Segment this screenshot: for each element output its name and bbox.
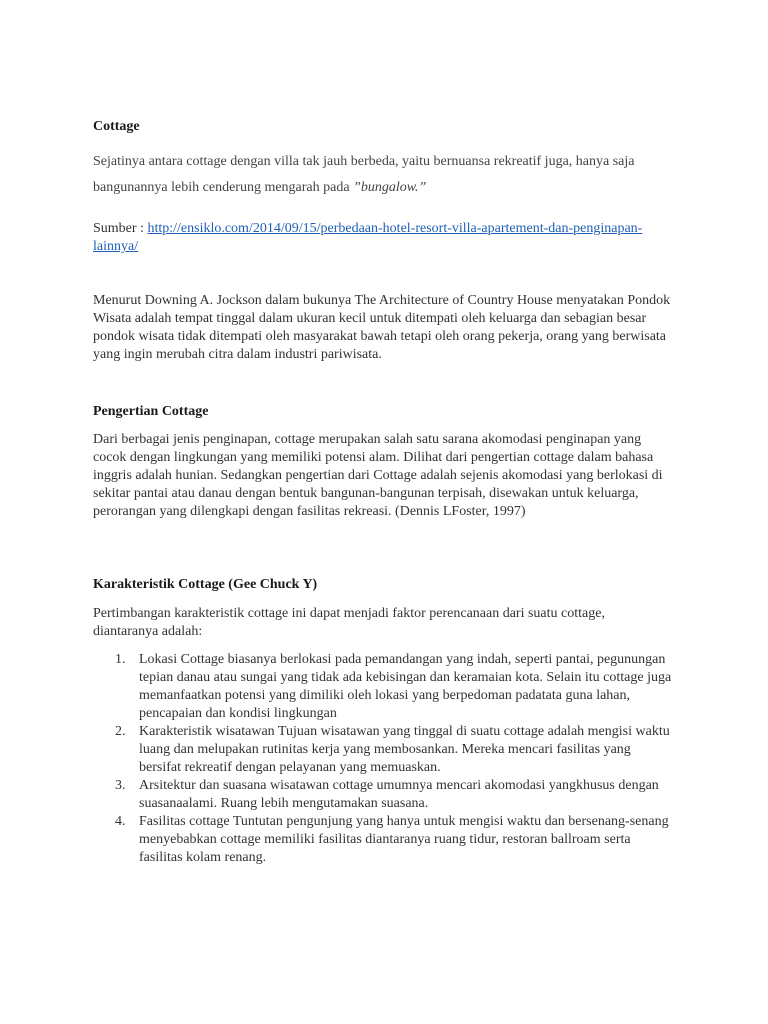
heading-karakteristik-cottage: Karakteristik Cottage (Gee Chuck Y): [93, 577, 318, 592]
heading-pengertian-cottage: Pengertian Cottage: [93, 404, 209, 419]
source-link[interactable]: http://ensiklo.com/2014/09/15/perbedaan-hotel-resort-villa-apartement-dan-penginapan-lainnya/: [93, 221, 643, 254]
definition-paragraph: Dari berbagai jenis penginapan, cottage merupakan salah satu sarana akomodasi penginapan yang cocok dengan lingkungan yang memiliki potensi alam. Dilihat dari pengertian cottage dalam bahasa inggris adalah hunian. Sedangkan pengertian dari Cottage adalah sejenis akomodasi yang berlokasi di sekitar pantai atau danau dengan bentuk bangunan-bangunan terpisah, disewakan untuk keluarga, perorangan yang dilengkapi dengan fasilitas rekreasi. (Dennis LFoster, 1997): [93, 432, 663, 519]
source-label: Sumber :: [93, 221, 148, 236]
jackson-paragraph: Menurut Downing A. Jockson dalam bukunya The Architecture of Country House menyatakan Pondok Wisata adalah tempat tinggal dalam ukuran kecil untuk ditempati oleh keluarga dan sebagian besar pondok wisata tidak ditempati oleh masyarakat bawah tetapi oleh orang pekerja, orang yang berwisata yang ingin merubah citra dalam industri pariwisata.: [93, 293, 671, 362]
intro-paragraph: [93, 149, 673, 201]
section-title-cottage: Cottage: [93, 119, 140, 134]
list-item-text: Karakteristik wisatawan Tujuan wisatawan yang tinggal di suatu cottage adalah mengisi waktu luang dan melupakan rutinitas kerja yang membosankan. Mereka mencari fasilitas yang bersifat rekreatif dengan pelayanan yang memuaskan.: [139, 724, 670, 775]
characteristics-intro: Pertimbangan karakteristik cottage ini dapat menjadi faktor perencanaan dari suatu cottage, diantaranya adalah:: [93, 606, 605, 639]
source-line: [93, 220, 673, 256]
intro-text: Sejatinya antara cottage dengan villa tak jauh berbeda, yaitu bernuansa rekreatif juga, hanya saja bangunannya lebih cenderung mengarah pada: [93, 154, 635, 195]
list-item: [93, 813, 673, 867]
list-item: [93, 651, 673, 723]
list-item-text: Arsitektur dan suasana wisatawan cottage umumnya mencari akomodasi yangkhusus dengan suasanaalami. Ruang lebih mengutamakan suasana.: [139, 778, 659, 811]
list-item-number: 2.: [115, 724, 126, 739]
list-item-number: 4.: [115, 814, 126, 829]
intro-emphasis: ”bungalow.”: [353, 180, 427, 195]
list-item-text: Lokasi Cottage biasanya berlokasi pada pemandangan yang indah, seperti pantai, pegunungan tepian danau atau sungai yang tidak ada kebisingan dan keramaian kota. Selain itu cottage juga memanfaatkan potensi yang dimiliki oleh lokasi yang berpedoman padatata guna lahan, pencapaian dan kondisi lingkungan: [139, 652, 672, 721]
list-item-number: 3.: [115, 778, 126, 793]
list-item: [93, 723, 673, 777]
list-item: [93, 777, 673, 813]
characteristics-list: [93, 651, 673, 867]
list-item-number: 1.: [115, 652, 126, 667]
list-item-text: Fasilitas cottage Tuntutan pengunjung yang hanya untuk mengisi waktu dan bersenang-senang menyebabkan cottage memiliki fasilitas diantaranya ruang tidur, restoran ballroam serta fasilitas kolam renang.: [139, 814, 669, 865]
